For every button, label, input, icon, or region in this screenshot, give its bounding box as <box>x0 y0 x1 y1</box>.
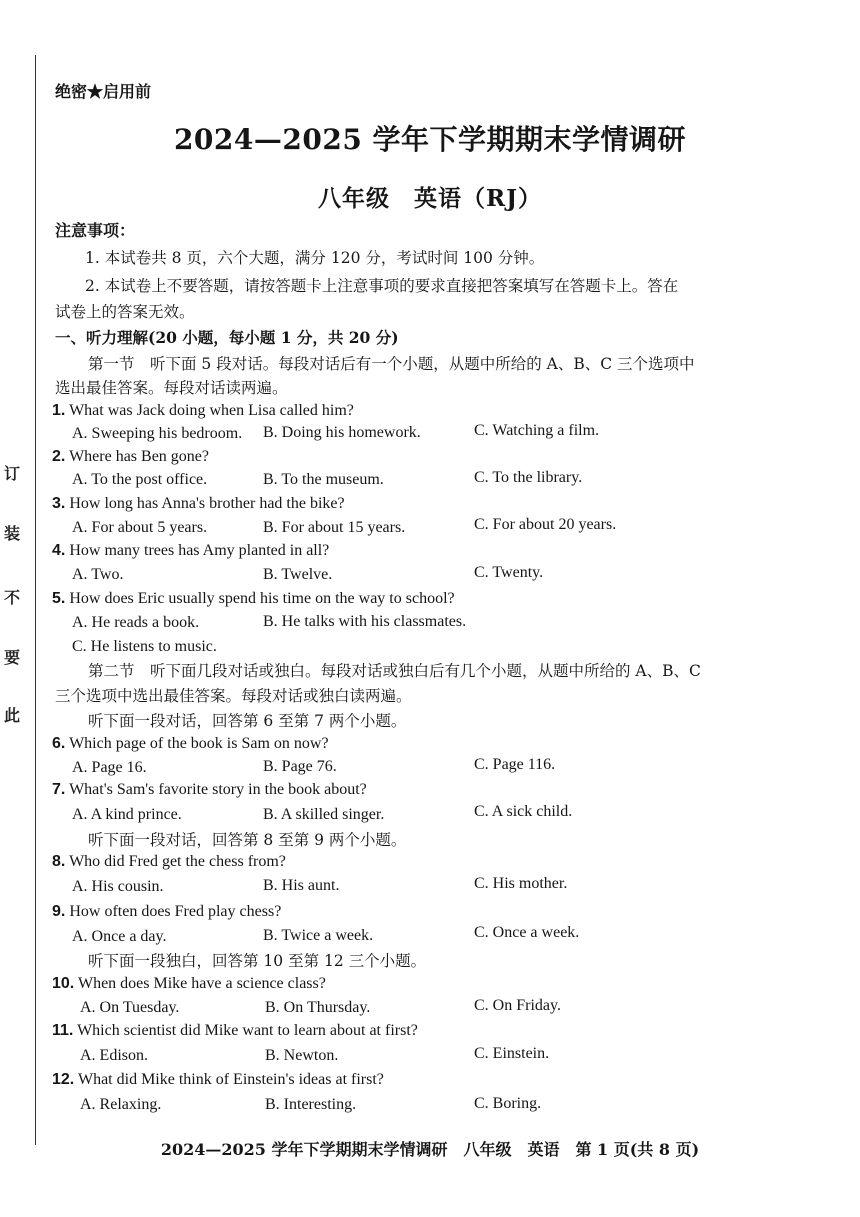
option-b: B. He talks with his classmates. <box>263 613 467 630</box>
question: 5. How does Eric usually spend his time on the way to school? <box>52 590 455 607</box>
part-heading: 一、听力理解(20 小题，每小题 1 分，共 20 分) <box>55 328 399 347</box>
option-c: C. Page 116. <box>474 756 556 773</box>
page-footer: 2024—2025 学年下学期期末学情调研 八年级 英语 第 1 页(共 8 页) <box>160 1140 700 1159</box>
notice-heading: 注意事项： <box>55 221 136 240</box>
option-a: A. His cousin. <box>72 878 164 895</box>
section-2-instructions: 第二节 听下面几段对话或独白。每段对话或独白后有几个小题，从题中所给的 A、B、C <box>88 662 701 680</box>
confidential-mark: 绝密★启用前 <box>55 82 152 101</box>
option-c: C. He listens to music. <box>72 638 217 655</box>
option-a: A. Page 16. <box>72 759 147 776</box>
option-a: A. Edison. <box>80 1047 148 1064</box>
option-b: B. Interesting. <box>265 1096 357 1113</box>
option-a: A. Two. <box>72 566 124 583</box>
question: 2. Where has Ben gone? <box>52 448 209 465</box>
question: 4. How many trees has Amy planted in all? <box>52 542 330 559</box>
option-c: C. For about 20 years. <box>474 516 617 533</box>
option-c: C. Twenty. <box>474 564 544 581</box>
option-a: A. To the post office. <box>72 471 208 488</box>
section-1-instructions-cont: 选出最佳答案。每段对话读两遍。 <box>55 379 288 397</box>
question: 7. What's Sam's favorite story in the book about? <box>52 781 367 798</box>
option-c: C. Einstein. <box>474 1045 550 1062</box>
section-2-instructions-cont: 三个选项中选出最佳答案。每段对话或独白读两遍。 <box>55 687 412 705</box>
option-b: B. Page 76. <box>263 758 337 775</box>
option-b: B. To the museum. <box>263 471 384 488</box>
binding-char: 订 <box>4 464 21 483</box>
option-a: A. Sweeping his bedroom. <box>72 425 243 442</box>
option-c: C. On Friday. <box>474 997 561 1014</box>
binding-char: 不 <box>4 588 21 607</box>
option-c: C. Boring. <box>474 1095 542 1112</box>
option-a: A. Relaxing. <box>80 1096 162 1113</box>
option-b: B. Doing his homework. <box>263 424 421 441</box>
option-b: B. Twelve. <box>263 566 333 583</box>
question: 11. Which scientist did Mike want to learn about at first? <box>52 1022 418 1039</box>
listening-instruction: 听下面一段对话，回答第 8 至第 9 两个小题。 <box>88 831 407 849</box>
binding-char: 此 <box>4 706 21 725</box>
option-b: B. Twice a week. <box>263 927 374 944</box>
question: 12. What did Mike think of Einstein's ideas at first? <box>52 1071 384 1088</box>
question: 6. Which page of the book is Sam on now? <box>52 735 329 752</box>
option-b: B. A skilled singer. <box>263 806 385 823</box>
binding-char: 装 <box>4 524 21 543</box>
option-a: A. Once a day. <box>72 928 167 945</box>
binding-line <box>35 55 36 1145</box>
notice-line-1: 1. 本试卷共 8 页，六个大题，满分 120 分，考试时间 100 分钟。 <box>85 249 545 267</box>
exam-subtitle: 八年级 英语（RJ） <box>318 185 542 212</box>
listening-instruction: 听下面一段对话，回答第 6 至第 7 两个小题。 <box>88 712 407 730</box>
option-a: A. On Tuesday. <box>80 999 180 1016</box>
listening-instruction: 听下面一段独白，回答第 10 至第 12 三个小题。 <box>88 952 427 970</box>
notice-line-2-cont: 试卷上的答案无效。 <box>55 303 195 321</box>
option-b: B. Newton. <box>265 1047 339 1064</box>
option-a: A. For about 5 years. <box>72 519 208 536</box>
option-c: C. A sick child. <box>474 803 573 820</box>
question: 9. How often does Fred play chess? <box>52 903 282 920</box>
exam-title: 2024—2025 学年下学期期末学情调研 <box>173 123 687 156</box>
option-a: A. He reads a book. <box>72 614 200 631</box>
question: 1. What was Jack doing when Lisa called him? <box>52 402 354 419</box>
option-c: C. Watching a film. <box>474 422 600 439</box>
option-c: C. To the library. <box>474 469 583 486</box>
section-1-instructions: 第一节 听下面 5 段对话。每段对话后有一个小题，从题中所给的 A、B、C 三个选项中 <box>88 355 695 373</box>
option-a: A. A kind prince. <box>72 806 182 823</box>
question: 8. Who did Fred get the chess from? <box>52 853 286 870</box>
question: 10. When does Mike have a science class? <box>52 975 326 992</box>
option-c: C. Once a week. <box>474 924 580 941</box>
option-b: B. His aunt. <box>263 877 340 894</box>
option-b: B. For about 15 years. <box>263 519 406 536</box>
option-c: C. His mother. <box>474 875 568 892</box>
option-b: B. On Thursday. <box>265 999 371 1016</box>
question: 3. How long has Anna's brother had the bike? <box>52 495 345 512</box>
binding-char: 要 <box>4 648 21 667</box>
notice-line-2: 2. 本试卷上不要答题，请按答题卡上注意事项的要求直接把答案填写在答题卡上。答在 <box>85 277 679 295</box>
